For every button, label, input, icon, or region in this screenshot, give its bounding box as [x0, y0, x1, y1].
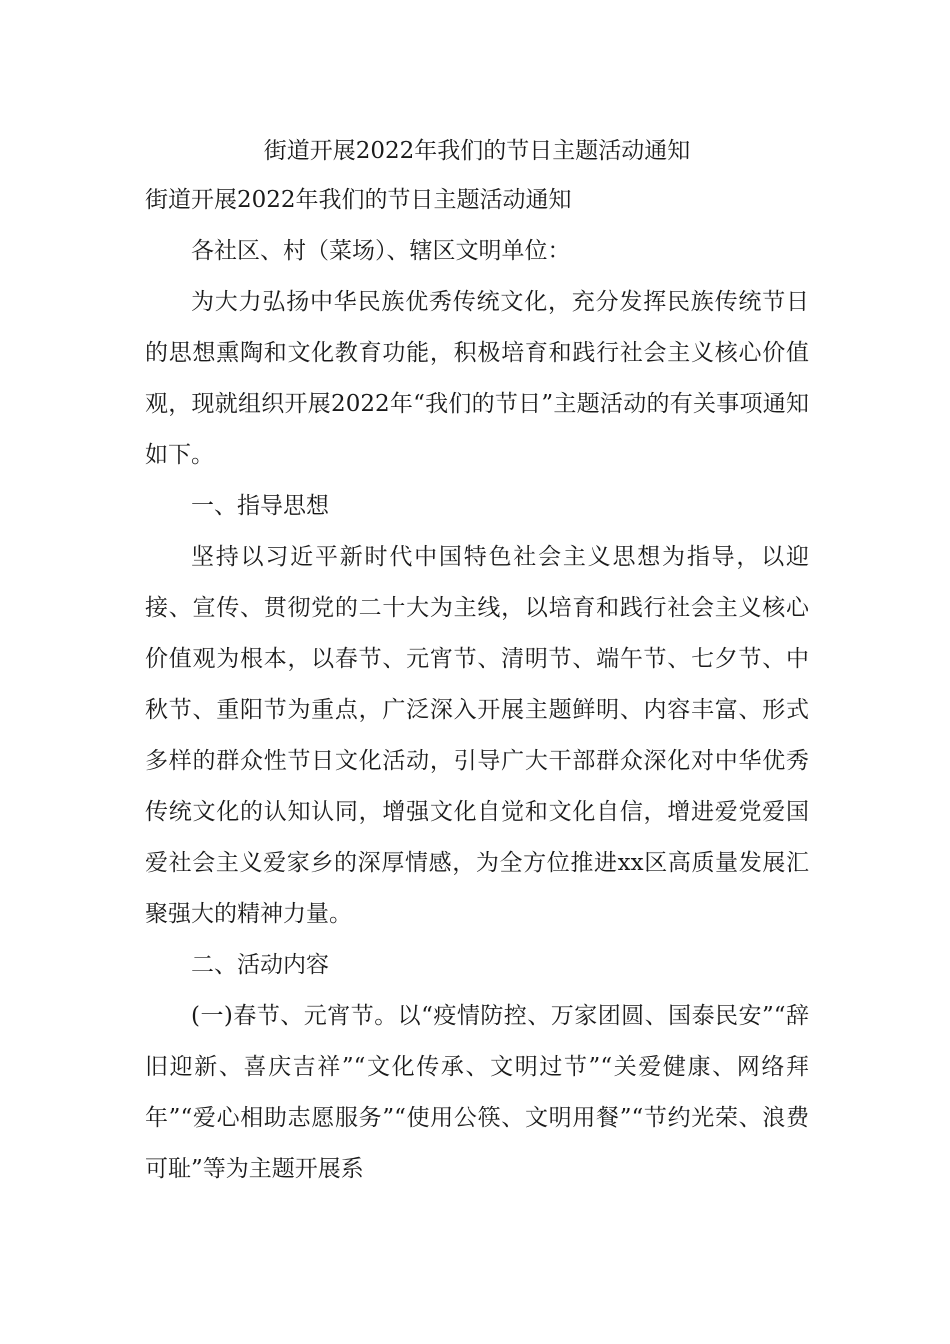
- salutation: 各社区、村（菜场）、辖区文明单位：: [191, 238, 571, 264]
- intro-paragraph: 为大力弘扬中华民族优秀传统文化，充分发挥民族传统节日的思想熏陶和文化教育功能，积极培育和践行社会主义核心价值观，现就组织开展2022年“我们的节日”主题活动的有关事项通知如下。: [145, 289, 809, 468]
- section-heading-activity-content: 二、活动内容: [191, 952, 329, 978]
- activity-item-spring-festival: (一)春节、元宵节。以“疫情防控、万家团圆、国泰民安”“辞旧迎新、喜庆吉祥”“文化传承、文明过节”“关爱健康、网络拜年”“爱心相助志愿服务”“使用公筷、文明用餐”“节约光荣、浪费可耻”等为主题开展系: [145, 1003, 809, 1182]
- guiding-ideology-paragraph: 坚持以习近平新时代中国特色社会主义思想为指导，以迎接、宣传、贯彻党的二十大为主线，以培育和践行社会主义核心价值观为根本，以春节、元宵节、清明节、端午节、七夕节、中秋节、重阳节为重点，广泛深入开展主题鲜明、内容丰富、形式多样的群众性节日文化活动，引导广大干部群众深化对中华优秀传统文化的认知认同，增强文化自觉和文化自信，增进爱党爱国爱社会主义爱家乡的深厚情感，为全方位推进xx区高质量发展汇聚强大的精神力量。: [145, 544, 809, 927]
- section-heading-guiding-ideology: 一、指导思想: [191, 493, 329, 519]
- document-content: [145, 128, 809, 1195]
- document-title: 街道开展2022年我们的节日主题活动通知: [263, 138, 691, 164]
- document-subtitle: 街道开展2022年我们的节日主题活动通知: [145, 187, 572, 213]
